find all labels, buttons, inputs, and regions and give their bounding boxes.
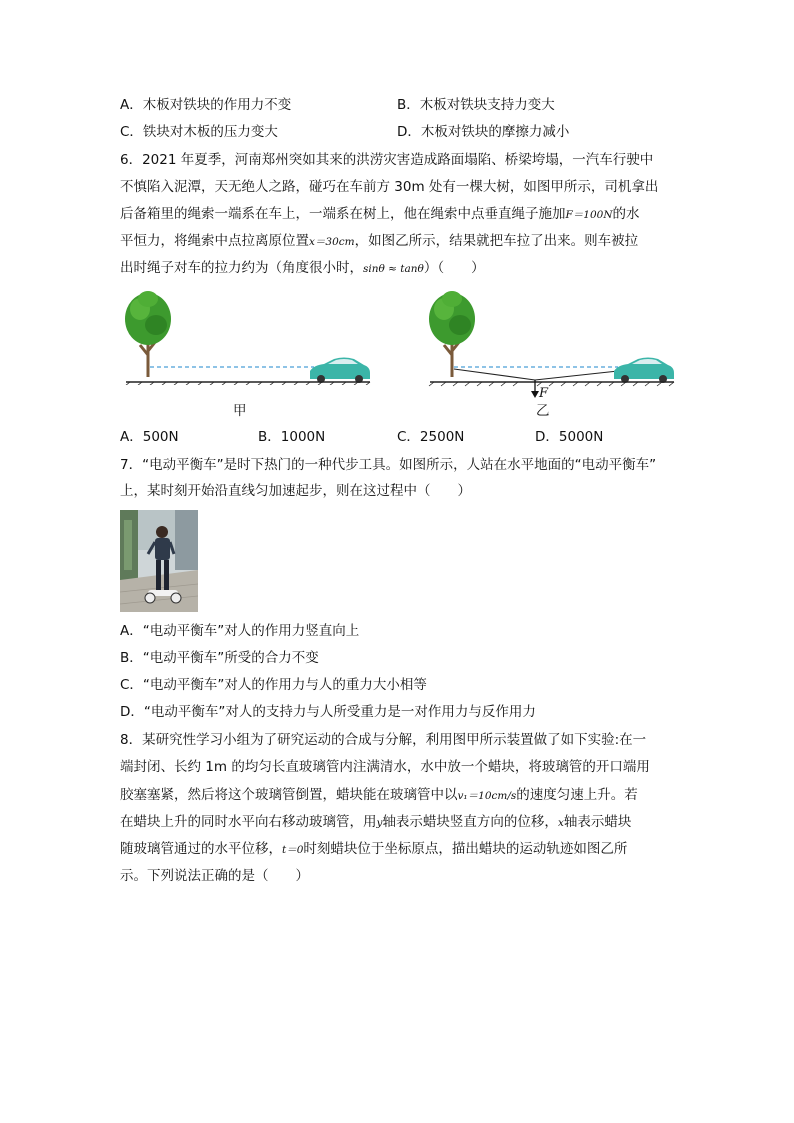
q8-line4-tail: 轴表示蜡块 bbox=[563, 814, 632, 830]
q8-line4-text: 在蜡块上升的同时水平向右移动玻璃管，用 bbox=[120, 814, 377, 830]
q6-text-line4 bbox=[120, 232, 638, 251]
tree-jia bbox=[125, 291, 171, 377]
q8-text-line4 bbox=[120, 813, 631, 832]
q8-velocity-value: v₁＝10cm/s bbox=[457, 790, 517, 802]
q8-text-line5 bbox=[120, 840, 627, 859]
force-label: F bbox=[539, 386, 549, 401]
q7-option-d: D．“电动平衡车”对人的支持力与人所受重力是一对作用力与反作用力 bbox=[120, 704, 536, 720]
q6-line3-text: 后备箱里的绳索一端系在车上，一端系在树上，他在绳索中点垂直绳子施加 bbox=[120, 206, 566, 222]
q8-text-line3 bbox=[120, 786, 638, 805]
q6-force-value: F＝100N bbox=[565, 209, 613, 221]
q6-approximation: sinθ ≈ tanθ bbox=[363, 263, 424, 275]
q6-text-line1: 6．2021 年夏季，河南郑州突如其来的洪涝灾害造成路面塌陷、桥梁垮塌，一汽车行驶中 bbox=[120, 152, 654, 168]
q5-option-d: D．木板对铁块的摩擦力减小 bbox=[397, 124, 570, 140]
car-yi bbox=[614, 358, 674, 384]
q8-text-line6: 示。下列说法正确的是（ ） bbox=[120, 868, 309, 884]
q8-text-line1: 8．某研究性学习小组为了研究运动的合成与分解，利用图甲所示装置做了如下实验:在一 bbox=[120, 732, 647, 748]
tree-yi bbox=[429, 291, 475, 377]
q8-x-axis-symbol: x bbox=[557, 817, 564, 829]
q8-time-zero: t＝0 bbox=[282, 844, 304, 856]
q8-line5-tail: 时刻蜡块位于坐标原点，描出蜡块的运动轨迹如图乙所 bbox=[303, 841, 628, 857]
figure-yi-diagram bbox=[422, 285, 682, 400]
q7-text-line1: 7．“电动平衡车”是时下热门的一种代步工具。如图所示，人站在水平地面的“电动平衡车” bbox=[120, 457, 657, 473]
q8-line3-tail: 的速度匀速上升。若 bbox=[516, 787, 638, 803]
q6-text-line2: 不慎陷入泥潭，天无绝人之路，碰巧在车前方 30m 处有一棵大树，如图甲所示，司机拿出 bbox=[120, 179, 659, 195]
figure-jia-label: 甲 bbox=[233, 403, 247, 419]
q6-option-c: C．2500N bbox=[397, 429, 465, 445]
q6-line5-tail: ）（ ） bbox=[423, 260, 485, 276]
q6-displacement-value: x＝30cm bbox=[309, 236, 355, 248]
q5-option-a: A．木板对铁块的作用力不变 bbox=[120, 97, 292, 113]
q8-text-line2: 端封闭、长约 1m 的均匀长直玻璃管内注满清水，水中放一个蜡块，将玻璃管的开口端用 bbox=[120, 759, 650, 775]
q5-option-c: C．铁块对木板的压力变大 bbox=[120, 124, 278, 140]
q6-option-d: D．5000N bbox=[535, 429, 604, 445]
q6-text-line3 bbox=[120, 205, 640, 224]
car-jia bbox=[310, 358, 370, 384]
balance-car-photo bbox=[120, 510, 198, 612]
q6-option-b: B．1000N bbox=[258, 429, 326, 445]
q6-text-line5 bbox=[120, 259, 485, 278]
q7-text-line2: 上，某时刻开始沿直线匀加速起步，则在这过程中（ ） bbox=[120, 483, 471, 499]
figure-yi-label: 乙 bbox=[536, 403, 550, 419]
q7-option-c: C．“电动平衡车”对人的作用力与人的重力大小相等 bbox=[120, 677, 427, 693]
q7-option-a: A．“电动平衡车”对人的作用力竖直向上 bbox=[120, 623, 360, 639]
figure-jia-diagram bbox=[118, 285, 378, 385]
q5-option-b: B．木板对铁块支持力变大 bbox=[397, 97, 555, 113]
q6-line4-text: 平恒力，将绳索中点拉离原位置 bbox=[120, 233, 309, 249]
q7-option-b: B．“电动平衡车”所受的合力不变 bbox=[120, 650, 319, 666]
pulled-rope bbox=[454, 369, 618, 380]
q8-y-axis-symbol: y bbox=[376, 817, 383, 829]
q6-line3-tail: 的水 bbox=[612, 206, 640, 222]
q8-line4-mid: 轴表示蜡块竖直方向的位移， bbox=[382, 814, 558, 830]
q6-option-a: A．500N bbox=[120, 429, 179, 445]
q6-line4-tail: ，如图乙所示，结果就把车拉了出来。则车被拉 bbox=[354, 233, 639, 249]
q6-line5-text: 出时绳子对车的拉力约为（角度很小时， bbox=[120, 260, 363, 276]
q8-line5-text: 随玻璃管通过的水平位移， bbox=[120, 841, 282, 857]
q8-line3-text: 胶塞塞紧，然后将这个玻璃管倒置，蜡块能在玻璃管中以 bbox=[120, 787, 458, 803]
